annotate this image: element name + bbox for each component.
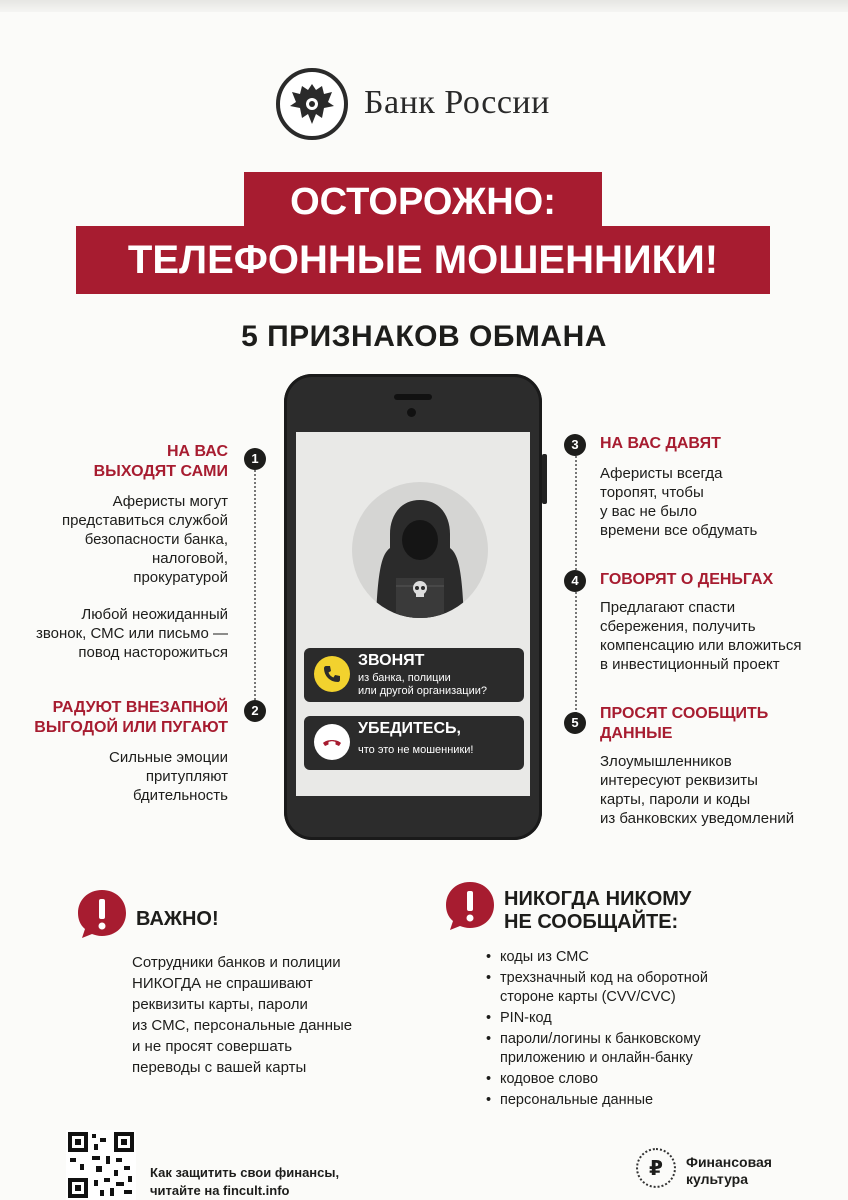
- important-line: и не просят совершать: [132, 1038, 293, 1055]
- sign-1-text-line: Аферисты могут: [112, 493, 228, 510]
- qr-code-icon[interactable]: [66, 1130, 136, 1200]
- important-text: [132, 952, 352, 1078]
- sign-number-2: 2: [244, 700, 266, 722]
- phone-screen: [296, 432, 530, 796]
- list-item: • персональные данные: [486, 1091, 708, 1110]
- sign-2-text-line: бдительность: [133, 787, 228, 804]
- sign-1-text2-line: Любой неожиданный: [81, 606, 228, 623]
- phone-side-button: [542, 454, 547, 504]
- sign-3-title: НА ВАС ДАВЯТ: [600, 435, 721, 452]
- sign-5-text-line: из банковских уведомлений: [600, 810, 795, 827]
- sign-5-text: [600, 752, 794, 828]
- left-timeline: [254, 470, 256, 700]
- phone-accept-icon: [314, 656, 350, 692]
- sign-1-text2: [36, 605, 228, 662]
- footer-line1: Как защитить свои финансы,: [150, 1165, 340, 1180]
- sign-number-4: 4: [564, 570, 586, 592]
- list-item: [486, 1030, 708, 1068]
- sign-2-title-line2: ВЫГОДОЙ ИЛИ ПУГАЮТ: [34, 719, 228, 736]
- verify-title: УБЕДИТЕСЬ,: [358, 720, 461, 737]
- call-subtitle-line1: из банка, полиции: [358, 672, 451, 684]
- sign-1-text-line: представиться службой: [61, 512, 228, 529]
- never-title: [504, 888, 691, 934]
- important-line: переводы с вашей карты: [132, 1059, 307, 1076]
- phone-speaker: [394, 394, 432, 400]
- sign-1-title-line2: ВЫХОДЯТ САМИ: [93, 463, 228, 480]
- never-list: [486, 948, 708, 1112]
- sign-1-text-line: прокуратурой: [133, 569, 228, 586]
- important-line: Сотрудники банков и полиции: [132, 954, 341, 971]
- important-line: из СМС, персональные данные: [132, 1017, 353, 1034]
- never-title-line1: НИКОГДА НИКОМУ: [504, 888, 692, 910]
- brand-name: Банк России: [364, 84, 550, 121]
- phone-decline-icon: [314, 724, 350, 760]
- important-line: реквизиты карты, пароли: [132, 996, 308, 1013]
- sign-4-text-line: Предлагают спасти: [600, 599, 736, 616]
- list-item-line: • пароли/логины к банковскому: [500, 1031, 701, 1047]
- important-line: НИКОГДА не спрашивают: [132, 975, 313, 992]
- sign-4-text: [600, 598, 801, 674]
- sign-number-1: 1: [244, 448, 266, 470]
- top-edge: [0, 0, 848, 12]
- call-subtitle-line2: или другой организации?: [358, 685, 487, 697]
- fincult-line2: культура: [686, 1171, 749, 1187]
- sign-2: [34, 698, 228, 805]
- fincult-line1: Финансовая: [686, 1154, 772, 1170]
- sign-4-text-line: сбережения, получить: [600, 618, 756, 635]
- list-item-line: приложению и онлайн-банку: [500, 1050, 693, 1066]
- list-item: • коды из СМС: [486, 948, 708, 967]
- sign-2-text-line: притупляют: [145, 768, 228, 785]
- list-item: [486, 969, 708, 1007]
- brand-header: [276, 66, 576, 140]
- sign-5-text-line: интересуют реквизиты: [600, 772, 758, 789]
- sign-4-text-line: в инвестиционный проект: [600, 656, 780, 673]
- warning-bubble-icon: [444, 880, 496, 932]
- sign-3-text-line: Аферисты всегда: [600, 465, 723, 482]
- headline-line2: ТЕЛЕФОННЫЕ МОШЕННИКИ!: [76, 226, 770, 294]
- ruble-symbol: ₽: [649, 1158, 663, 1180]
- sign-1-text2-line: звонок, СМС или письмо —: [35, 625, 228, 642]
- sign-2-title-line1: РАДУЮТ ВНЕЗАПНОЙ: [52, 699, 228, 716]
- ruble-logo-icon: [636, 1148, 676, 1188]
- list-item: • кодовое слово: [486, 1070, 708, 1089]
- important-title: ВАЖНО!: [136, 908, 219, 930]
- verify-notice: [304, 716, 524, 770]
- sign-2-text: [34, 748, 228, 805]
- skull-icon: [410, 580, 430, 600]
- incoming-call-notice: [304, 648, 524, 702]
- sign-1-text-line: безопасности банка,: [84, 531, 228, 548]
- warning-bubble-icon: [76, 888, 128, 940]
- sign-3: [600, 434, 757, 540]
- sign-5-title-line1: ПРОСЯТ СООБЩИТЬ: [600, 705, 769, 722]
- sign-4-text-line: компенсацию или вложиться: [600, 637, 802, 654]
- sign-3-text: [600, 464, 757, 540]
- sign-5: [600, 704, 794, 828]
- sign-3-text-line: времени все обдумать: [600, 522, 758, 539]
- headline-line1: ОСТОРОЖНО:: [244, 172, 602, 232]
- sign-1-text-line: налоговой,: [151, 550, 228, 567]
- sign-5-text-line: карты, пароли и коды: [600, 791, 751, 808]
- list-item-line: стороне карты (CVV/CVC): [500, 989, 676, 1005]
- never-title-line2: НЕ СООБЩАЙТЕ:: [504, 911, 679, 933]
- phone-illustration: [284, 374, 542, 840]
- sign-1-text: [36, 492, 228, 587]
- list-item-line: • трехзначный код на оборотной: [500, 970, 708, 986]
- sign-4: [600, 570, 801, 674]
- sign-1: [36, 442, 228, 662]
- sign-3-text-line: торопят, чтобы: [600, 484, 704, 501]
- sign-number-5: 5: [564, 712, 586, 734]
- sign-number-3: 3: [564, 434, 586, 456]
- sign-3-text-line: у вас не было: [600, 503, 697, 520]
- footer-line2[interactable]: читайте на fincult.info: [150, 1183, 290, 1198]
- call-title: ЗВОНЯТ: [358, 652, 425, 669]
- sign-5-title-line2: ДАННЫЕ: [600, 725, 673, 742]
- sign-2-text-line: Сильные эмоции: [108, 749, 228, 766]
- verify-subtitle: что это не мошенники!: [358, 744, 474, 756]
- call-subtitle: [358, 672, 487, 698]
- fincult-brand: [686, 1154, 772, 1188]
- sign-1-title-line1: НА ВАС: [166, 443, 228, 460]
- phone-camera: [407, 408, 416, 417]
- sign-5-text-line: Злоумышленников: [600, 753, 732, 770]
- double-headed-eagle-icon: [276, 68, 348, 140]
- footer-text: [150, 1164, 339, 1200]
- sign-4-title: ГОВОРЯТ О ДЕНЬГАХ: [600, 571, 774, 588]
- hooded-hacker-icon: [352, 482, 488, 618]
- sign-1-text2-line: повод насторожиться: [78, 644, 228, 661]
- subtitle: 5 ПРИЗНАКОВ ОБМАНА: [241, 320, 607, 353]
- list-item: • PIN-код: [486, 1009, 708, 1028]
